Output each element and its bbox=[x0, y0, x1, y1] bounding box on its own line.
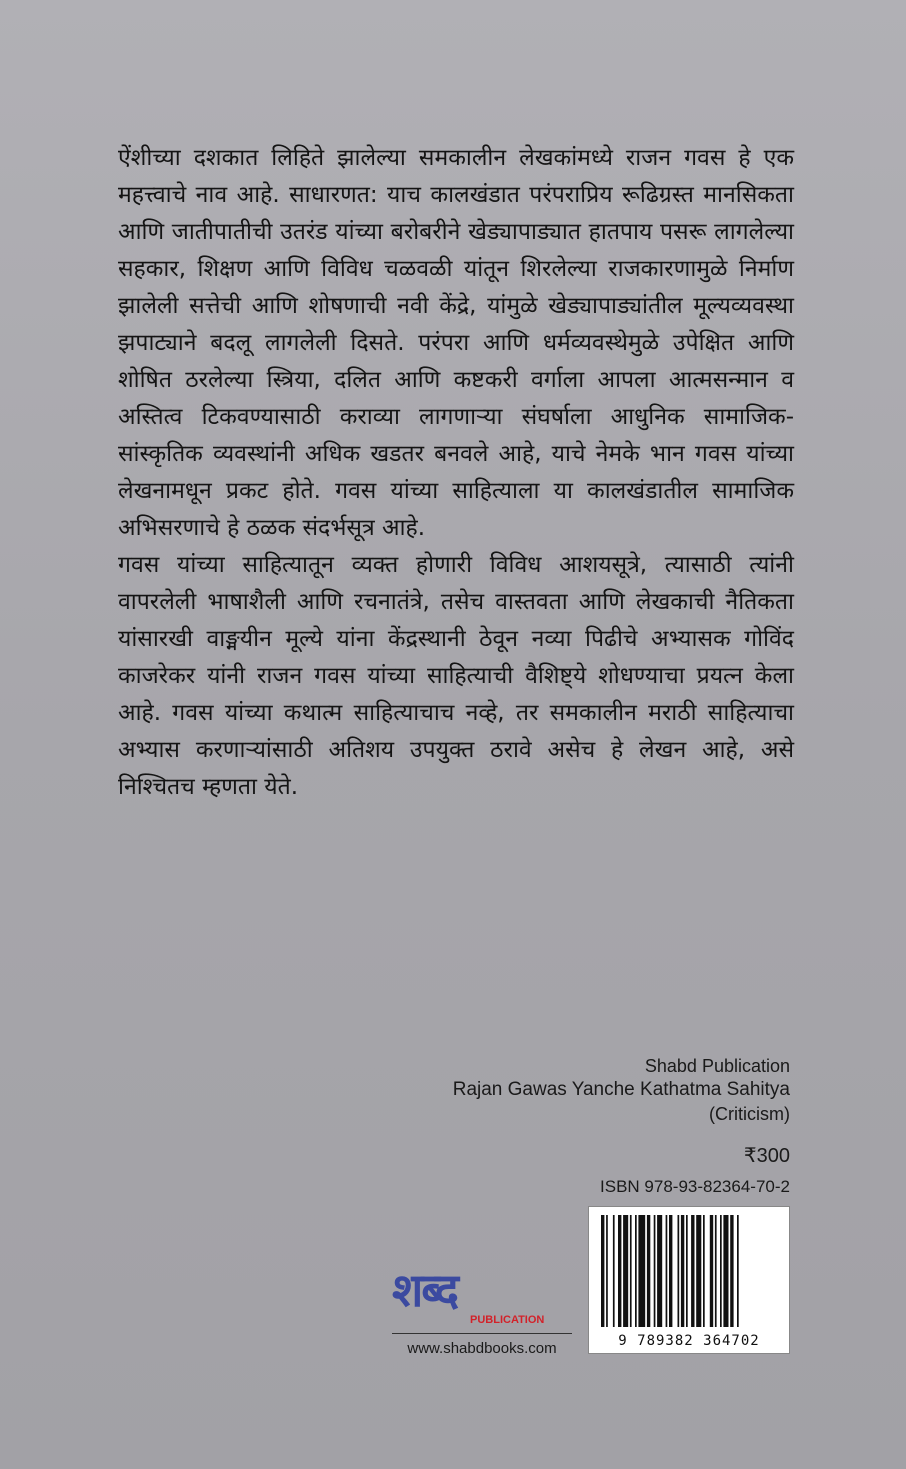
blurb-line: आहे. bbox=[381, 515, 426, 541]
blurb-line: साहित्याला या कालखंडातील सामाजिक अभिसरणाचे हे ठळक संदर्भसूत्र bbox=[118, 478, 795, 541]
blurb-line: शोषित ठरलेल्या स्त्रिया, दलित आणि कष्टकरी वर्गाला आपला bbox=[118, 367, 656, 393]
website-url: www.shabdbooks.com bbox=[407, 1340, 557, 1357]
barcode-bar bbox=[730, 1215, 733, 1327]
blurb-line: ऐंशीच्या दशकात लिहिते झालेल्या समकालीन लेखकांमध्ये राजन गवस हे bbox=[118, 145, 751, 171]
blurb-paragraph-1 bbox=[118, 140, 794, 547]
barcode-bar bbox=[696, 1215, 701, 1327]
barcode-bar bbox=[710, 1215, 713, 1327]
blurb-line: चळवळी यांतून शिरलेल्या राजकारणामुळे निर्माण झालेली सत्तेची आणि bbox=[118, 256, 794, 319]
publisher-logo bbox=[392, 1258, 572, 1328]
barcode-bar bbox=[723, 1215, 728, 1327]
barcode bbox=[588, 1206, 790, 1354]
barcode-bar bbox=[657, 1215, 662, 1327]
barcode-bar bbox=[606, 1215, 608, 1327]
barcode-bar bbox=[715, 1215, 717, 1327]
blurb-line: बदलू लागलेली दिसते. परंपरा आणि धर्मव्यवस्थेमुळे उपेक्षित आणि bbox=[210, 330, 794, 356]
barcode-bar bbox=[669, 1215, 672, 1327]
blurb-line: निश्चितच म्हणता येते. bbox=[118, 774, 299, 800]
barcode-bar bbox=[681, 1215, 684, 1327]
barcode-bar bbox=[686, 1215, 688, 1327]
blurb-line: खेड्यापाड्यात हातपाय पसरू लागलेल्या सहकार, शिक्षण आणि विविध bbox=[118, 219, 795, 282]
logo-wordmark: शब्द bbox=[392, 1263, 458, 1317]
barcode-bar bbox=[703, 1215, 705, 1327]
book-title: Rajan Gawas Yanche Kathatma Sahitya bbox=[452, 1079, 790, 1100]
book-genre: (Criticism) bbox=[709, 1104, 790, 1124]
barcode-bar bbox=[647, 1215, 650, 1327]
blurb-line: साहित्याची वैशिष्ट्ये शोधण्याचा प्रयत्न केला आहे. गवस यांच्या कथात्म bbox=[118, 663, 794, 726]
blurb-paragraph-2 bbox=[118, 547, 794, 806]
publisher-name: Shabd Publication bbox=[644, 1056, 790, 1076]
blurb-line: गवस यांच्या साहित्यातून व्यक्त होणारी विविध आशयसूत्रे, त्यासाठी bbox=[118, 552, 732, 578]
barcode-bar bbox=[720, 1215, 722, 1327]
barcode-bar bbox=[638, 1215, 645, 1327]
blurb-line: करणाऱ्यांसाठी अतिशय उपयुक्त ठरावे असेच हे लेखन आहे, असे bbox=[195, 737, 794, 763]
book-meta bbox=[370, 1054, 790, 1126]
blurb-text bbox=[118, 140, 794, 806]
barcode-bar bbox=[737, 1215, 739, 1327]
blurb-line: एक महत्त्वाचे नाव आहे. साधारणत: याच कालखंडात परंपराप्रिय bbox=[118, 145, 795, 208]
barcode-bar bbox=[678, 1215, 680, 1327]
blurb-line: आधुनिक सामाजिक-सांस्कृतिक व्यवस्थांनी अधिक खडतर बनवले bbox=[118, 404, 794, 467]
blurb-line: रूढिग्रस्त मानसिकता आणि जातीपातीची उतरंड यांच्या बरोबरीने bbox=[118, 182, 794, 245]
barcode-bar bbox=[630, 1215, 632, 1327]
blurb-line: लेखकाची नैतिकता यांसारखी वाङ्मयीन मूल्ये यांना केंद्रस्थानी ठेवून bbox=[118, 589, 794, 652]
logo-subtitle: PUBLICATION bbox=[470, 1314, 545, 1326]
barcode-bar bbox=[666, 1215, 668, 1327]
isbn: ISBN 978-93-82364-70-2 bbox=[600, 1177, 790, 1196]
barcode-number: 9 789382 364702 bbox=[618, 1333, 760, 1349]
barcode-bar bbox=[635, 1215, 637, 1327]
blurb-line: नव्या पिढीचे अभ्यासक गोविंद काजरेकर यांनी राजन गवस यांच्या bbox=[118, 626, 795, 689]
logo-divider bbox=[392, 1333, 572, 1334]
barcode-bar bbox=[601, 1215, 604, 1327]
barcode-bar bbox=[691, 1215, 694, 1327]
barcode-bar bbox=[623, 1215, 628, 1327]
price: ₹300 bbox=[743, 1145, 790, 1167]
barcode-bars bbox=[601, 1215, 777, 1327]
barcode-bar bbox=[654, 1215, 656, 1327]
blurb-line: शोषणाची नवी केंद्रे, यांमुळे खेड्यापाड्यांतील मूल्यव्यवस्था झपाट्याने bbox=[118, 293, 794, 356]
barcode-bar bbox=[618, 1215, 621, 1327]
barcode-bar bbox=[613, 1215, 615, 1327]
blurb-line: आहे, याचे नेमके भान गवस यांच्या लेखनामधून प्रकट होते. गवस यांच्या bbox=[118, 441, 794, 504]
blurb-line: त्यांनी वापरलेली भाषाशैली आणि रचनातंत्रे, तसेच वास्तवता आणि bbox=[118, 552, 794, 615]
blurb-line: साहित्याचाच नव्हे, तर समकालीन मराठी साहित्याचा अभ्यास bbox=[118, 700, 795, 763]
blurb-line: आत्मसन्मान व अस्तित्व टिकवण्यासाठी कराव्या लागणाऱ्या संघर्षाला bbox=[118, 367, 794, 430]
